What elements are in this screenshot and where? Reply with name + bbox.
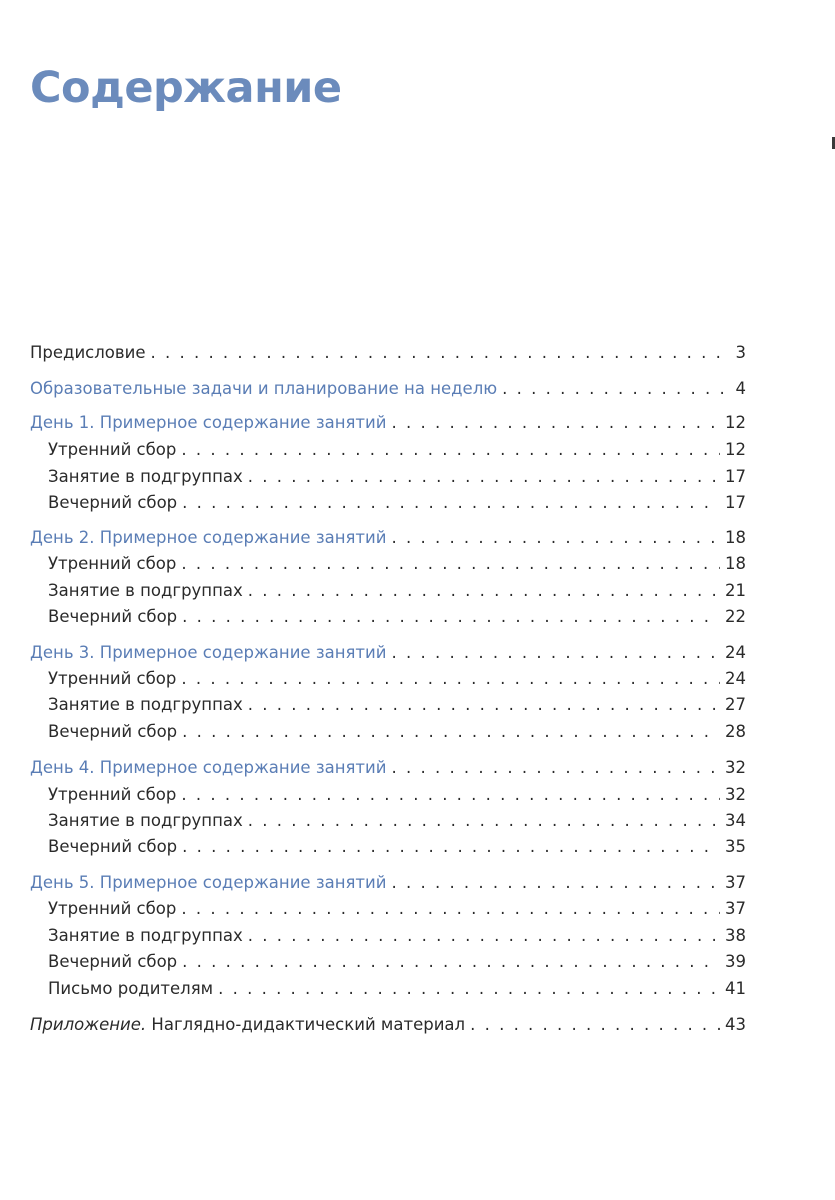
toc-subentry[interactable] xyxy=(48,604,746,630)
toc-entry-page: 41 xyxy=(725,979,746,998)
dot-leader xyxy=(248,923,720,949)
dot-leader xyxy=(218,976,720,1002)
toc-entry-day-5[interactable] xyxy=(30,870,746,896)
dot-leader xyxy=(182,719,720,745)
toc-subentry[interactable] xyxy=(48,692,746,718)
toc-entry-label: Вечерний сбор xyxy=(48,952,178,971)
dot-leader xyxy=(182,949,720,975)
toc-entry-appendix[interactable] xyxy=(30,1012,746,1038)
toc-entry-page: 37 xyxy=(725,873,746,892)
dot-leader xyxy=(391,640,720,666)
toc-entry-label: Утренний сбор xyxy=(48,669,177,688)
toc-entry-page: 32 xyxy=(725,785,746,804)
toc-entry-objectives[interactable] xyxy=(30,376,746,402)
toc-entry-label: Занятие в подгруппах xyxy=(48,695,243,714)
toc-entry-label: Предисловие xyxy=(30,343,146,362)
toc-subentry[interactable] xyxy=(48,437,746,463)
toc-subentry[interactable] xyxy=(48,834,746,860)
toc-entry-label: День 5. Примерное содержание занятий xyxy=(30,873,387,892)
toc-subentry[interactable] xyxy=(48,782,746,808)
dot-leader xyxy=(182,834,720,860)
toc-entry-page: 38 xyxy=(725,926,746,945)
toc-entry-label: Утренний сбор xyxy=(48,554,177,573)
toc-subentry[interactable] xyxy=(48,949,746,975)
toc-entry-label: Письмо родителям xyxy=(48,979,214,998)
toc-entry-day-4[interactable] xyxy=(30,755,746,781)
toc-entry-label: Вечерний сбор xyxy=(48,722,178,741)
toc-subentry[interactable] xyxy=(48,578,746,604)
toc-entry-page: 21 xyxy=(725,581,746,600)
dot-leader xyxy=(391,755,720,781)
dot-leader xyxy=(248,808,720,834)
toc-subentry[interactable] xyxy=(48,808,746,834)
toc-entry-page: 27 xyxy=(725,695,746,714)
appendix-italic-label: Приложение. xyxy=(30,1015,147,1034)
toc-entry-label: День 3. Примерное содержание занятий xyxy=(30,643,387,662)
toc-entry-page: 43 xyxy=(725,1015,746,1034)
dot-leader xyxy=(248,578,720,604)
toc-entry-day-2[interactable] xyxy=(30,525,746,551)
dot-leader xyxy=(181,782,720,808)
toc-entry-label: Образовательные задачи и планирование на неделю xyxy=(30,379,498,398)
page-title: Содержание xyxy=(30,63,342,113)
toc-entry-page: 12 xyxy=(725,413,746,432)
toc-entry-label: День 4. Примерное содержание занятий xyxy=(30,758,387,777)
dot-leader xyxy=(502,376,730,402)
dot-leader xyxy=(391,870,720,896)
dot-leader xyxy=(470,1012,720,1038)
toc-entry-page: 22 xyxy=(725,607,746,626)
toc-entry-page: 18 xyxy=(725,554,746,573)
toc-entry-page: 32 xyxy=(725,758,746,777)
toc-entry-label: Утренний сбор xyxy=(48,440,177,459)
dot-leader xyxy=(182,604,720,630)
toc-entry-day-1[interactable] xyxy=(30,410,746,436)
toc-entry-page: 4 xyxy=(735,379,746,398)
dot-leader xyxy=(248,692,720,718)
appendix-label: Наглядно-дидактический материал xyxy=(151,1015,466,1034)
toc-entry-page: 35 xyxy=(725,837,746,856)
toc-entry-day-3[interactable] xyxy=(30,640,746,666)
toc-entry-label: Вечерний сбор xyxy=(48,493,178,512)
toc-entry-label: Утренний сбор xyxy=(48,785,177,804)
toc-entry-page: 24 xyxy=(725,669,746,688)
toc-entry-label: День 1. Примерное содержание занятий xyxy=(30,413,387,432)
toc-subentry[interactable] xyxy=(48,551,746,577)
toc-entry-label: Занятие в подгруппах xyxy=(48,581,243,600)
toc-entry-label: Занятие в подгруппах xyxy=(48,467,243,486)
toc-entry-label xyxy=(30,1012,465,1038)
toc-entry-page: 3 xyxy=(735,343,746,362)
toc-entry-page: 24 xyxy=(725,643,746,662)
toc-entry-label: Вечерний сбор xyxy=(48,837,178,856)
toc-entry-page: 39 xyxy=(725,952,746,971)
dot-leader xyxy=(181,666,720,692)
dot-leader xyxy=(181,551,720,577)
toc-entry-page: 18 xyxy=(725,528,746,547)
toc-subentry[interactable] xyxy=(48,666,746,692)
toc-entry-page: 28 xyxy=(725,722,746,741)
toc-entry-preface[interactable] xyxy=(30,340,746,366)
toc-subentry[interactable] xyxy=(48,896,746,922)
toc-subentry[interactable] xyxy=(48,464,746,490)
toc-entry-label: Вечерний сбор xyxy=(48,607,178,626)
toc-entry-page: 17 xyxy=(725,467,746,486)
toc-subentry[interactable] xyxy=(48,923,746,949)
toc-subentry[interactable] xyxy=(48,719,746,745)
dot-leader xyxy=(248,464,720,490)
dot-leader xyxy=(182,490,720,516)
toc-entry-page: 37 xyxy=(725,899,746,918)
dot-leader xyxy=(391,410,720,436)
table-of-contents xyxy=(30,0,746,1200)
dot-leader xyxy=(150,340,730,366)
toc-subentry[interactable] xyxy=(48,490,746,516)
toc-entry-page: 34 xyxy=(725,811,746,830)
toc-entry-label: День 2. Примерное содержание занятий xyxy=(30,528,387,547)
toc-entry-page: 17 xyxy=(725,493,746,512)
dot-leader xyxy=(181,896,720,922)
toc-entry-page: 12 xyxy=(725,440,746,459)
dot-leader xyxy=(181,437,720,463)
toc-entry-label: Занятие в подгруппах xyxy=(48,811,243,830)
toc-subentry[interactable] xyxy=(48,976,746,1002)
dot-leader xyxy=(391,525,720,551)
toc-entry-label: Занятие в подгруппах xyxy=(48,926,243,945)
toc-entry-label: Утренний сбор xyxy=(48,899,177,918)
